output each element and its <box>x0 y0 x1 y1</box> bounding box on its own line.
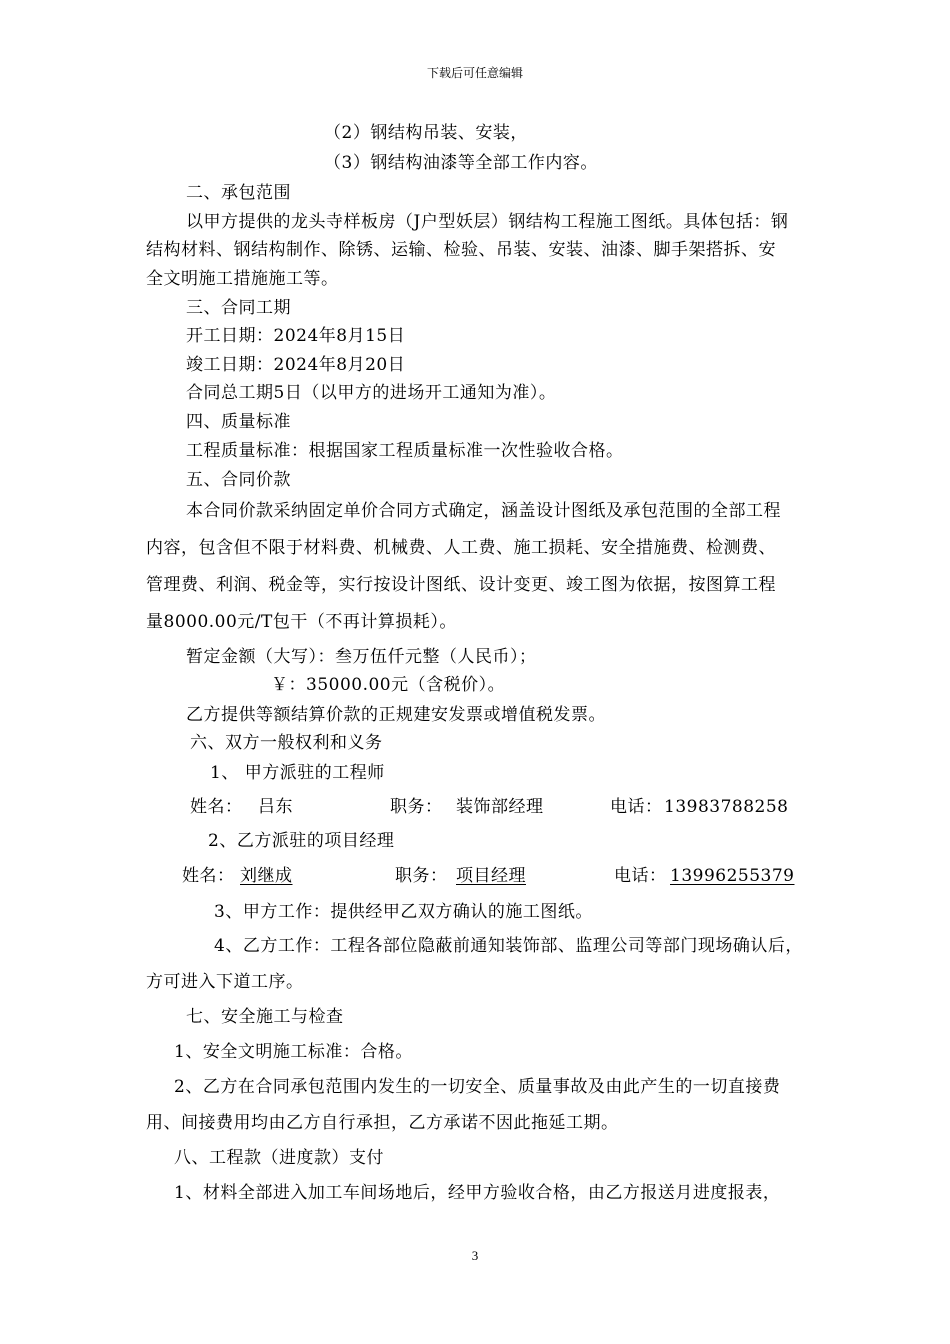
text-line: 2、乙方在合同承包范围内发生的一切安全、质量事故及由此产生的一切直接费 <box>174 1077 781 1097</box>
engineer-title: 装饰部经理 <box>456 797 544 817</box>
text-line: 内容，包含但不限于材料费、机械费、人工费、施工损耗、安全措施费、检测费、 <box>146 538 776 558</box>
text-line: 1、 甲方派驻的工程师 <box>210 763 385 783</box>
start-date: 开工日期：2024年8月15日 <box>186 326 406 346</box>
text-line: 1、材料全部进入加工车间场地后，经甲方验收合格，由乙方报送月进度报表， <box>174 1183 781 1203</box>
engineer-title-label: 职务： <box>390 797 443 817</box>
text-line: （3）钢结构油漆等全部工作内容。 <box>324 153 598 173</box>
quality-standard: 工程质量标准：根据国家工程质量标准一次性验收合格。 <box>186 441 624 461</box>
section-heading: 七、安全施工与检查 <box>186 1007 344 1027</box>
amount-number: ￥：35000.00元（含税价）。 <box>271 675 506 695</box>
section-heading: 六、双方一般权利和义务 <box>190 733 383 753</box>
text-line: 用、间接费用均由乙方自行承担，乙方承诺不因此拖延工期。 <box>146 1113 619 1133</box>
manager-name-label: 姓名： <box>182 866 235 886</box>
text-line: （2）钢结构吊装、安装， <box>324 123 528 143</box>
engineer-phone-label: 电话： <box>610 797 663 817</box>
text-line: 管理费、利润、税金等，实行按设计图纸、设计变更、竣工图为依据，按图算工程 <box>146 575 776 595</box>
section-heading: 二、承包范围 <box>186 183 291 203</box>
text-line: 本合同价款采纳固定单价合同方式确定，涵盖设计图纸及承包范围的全部工程 <box>186 501 781 521</box>
page-number: 3 <box>471 1248 479 1263</box>
amount-words: 暂定金额（大写）：叁万伍仟元整（人民币）； <box>186 647 537 667</box>
text-line: 结构材料、钢结构制作、除锈、运输、检验、吊装、安装、油漆、脚手架搭拆、安 <box>146 240 776 260</box>
text-line: 方可进入下道工序。 <box>146 972 304 992</box>
section-heading: 三、合同工期 <box>186 298 291 318</box>
total-duration: 合同总工期5日（以甲方的进场开工通知为准）。 <box>186 383 557 403</box>
manager-title-label: 职务： <box>395 866 448 886</box>
text-line: 4、乙方工作：工程各部位隐蔽前通知装饰部、监理公司等部门现场确认后， <box>214 936 803 956</box>
invoice-line: 乙方提供等额结算价款的正规建安发票或增值税发票。 <box>186 705 606 725</box>
engineer-name-label: 姓名： <box>190 797 243 817</box>
text-line: 全文明施工措施施工等。 <box>146 269 339 289</box>
page-header: 下载后可任意编辑 <box>426 66 523 80</box>
text-line: 2、乙方派驻的项目经理 <box>208 831 395 851</box>
engineer-name: 吕东 <box>258 797 293 817</box>
text-line: 3、甲方工作：提供经甲乙双方确认的施工图纸。 <box>214 902 593 922</box>
manager-name: 刘继成 <box>240 866 293 886</box>
manager-phone-label: 电话： <box>614 866 667 886</box>
text-line: 以甲方提供的龙头寺样板房（J户型妖层）钢结构工程施工图纸。具体包括：钢 <box>186 212 789 232</box>
section-heading: 四、质量标准 <box>186 412 291 432</box>
text-line: 量8000.00元/T包干（不再计算损耗）。 <box>146 612 457 632</box>
engineer-phone: 13983788258 <box>664 797 789 817</box>
section-heading: 五、合同价款 <box>186 470 291 490</box>
manager-title: 项目经理 <box>456 866 526 886</box>
section-heading: 八、工程款（进度款）支付 <box>174 1148 384 1168</box>
text-line: 1、安全文明施工标准：合格。 <box>174 1042 413 1062</box>
end-date: 竣工日期：2024年8月20日 <box>186 355 406 375</box>
manager-phone: 13996255379 <box>670 866 795 886</box>
